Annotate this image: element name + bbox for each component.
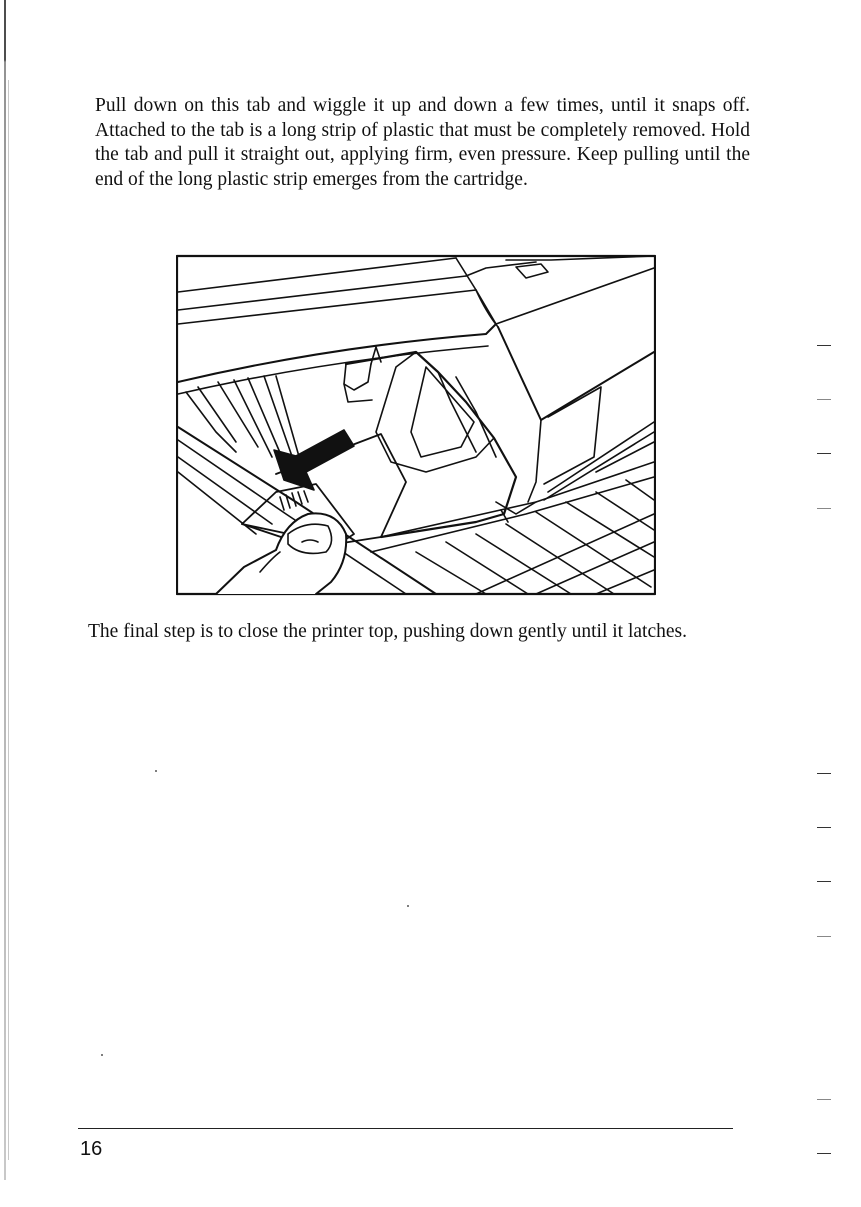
closing-step-caption: The final step is to close the printer top, pushing down gently until it latches. — [88, 621, 687, 642]
scan-speck — [407, 905, 409, 907]
scan-edge-mark — [817, 936, 831, 937]
scan-edge-mark — [817, 453, 831, 454]
scan-edge-mark — [817, 508, 831, 509]
scan-edge-mark — [817, 1153, 831, 1154]
page-number: 16 — [80, 1138, 103, 1160]
scan-gutter-line-secondary — [8, 80, 9, 1160]
scan-speck — [155, 770, 157, 772]
scan-speck — [101, 1054, 103, 1056]
scan-edge-mark — [817, 881, 831, 882]
scan-edge-mark — [817, 399, 831, 400]
scan-edge-mark — [817, 345, 831, 346]
instruction-paragraph: Pull down on this tab and wiggle it up and down a few times, until it snaps off. Attached to the tab is a long strip of plastic that must be completely removed. Hold the tab and pull it straight out, applying firm, even pressure. Keep pulling until the end of the long plastic strip emerges from the cartridge. — [95, 95, 750, 190]
scan-edge-mark — [817, 1099, 831, 1100]
scan-edge-mark — [817, 773, 831, 774]
cartridge-tab-illustration — [176, 252, 656, 596]
footer-rule — [78, 1128, 733, 1129]
scan-gutter-line — [4, 0, 6, 1180]
scan-edge-mark — [817, 827, 831, 828]
